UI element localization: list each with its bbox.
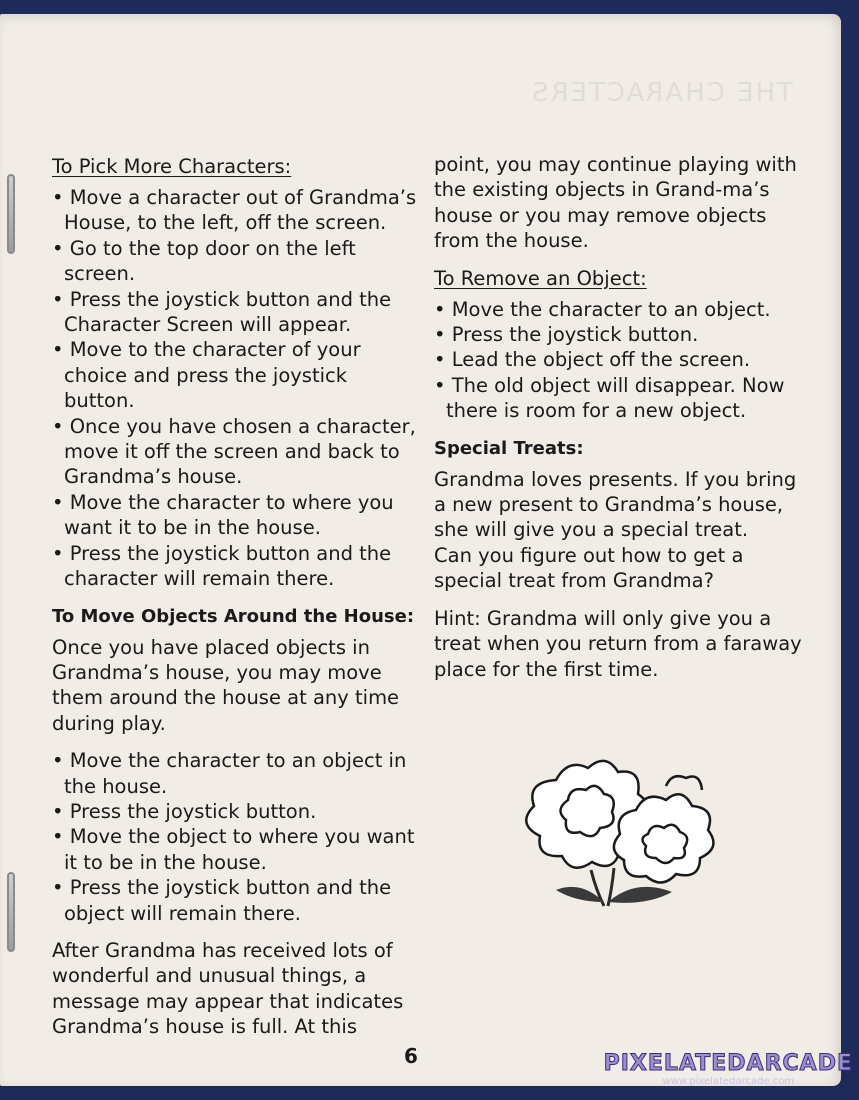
list-item: • Go to the top door on the left screen. — [52, 236, 422, 287]
list-item: • Press the joystick button and the Character Screen will appear. — [52, 287, 422, 338]
list-item: • Press the joystick button. — [434, 322, 804, 347]
move-objects-list — [52, 748, 422, 926]
list-item: • Move the character to where you want it to be in the house. — [52, 490, 422, 541]
hint-text: Hint: Grandma will only give you a treat when you return from a faraway place for the first time. — [434, 606, 802, 681]
move-objects-intro: Once you have placed objects in Grandma’s house, you may move them around the house at any time during play. — [52, 635, 400, 735]
list-item: • Move to the character of your choice and press the joystick button. — [52, 337, 422, 413]
left-column — [52, 154, 422, 1040]
manual-page — [0, 14, 841, 1086]
list-item: • The old object will disappear. Now there is room for a new object. — [434, 373, 804, 424]
list-item: • Press the joystick button. — [52, 799, 422, 824]
treats-question: Can you figure out how to get a special treat from Grandma? — [434, 543, 744, 593]
bleed-through-title: THE CHARACTERS — [530, 78, 793, 108]
house-full-text: After Grandma has received lots of wonderful and unusual things, a message may appear that indicates Grandma’s house is full. At this — [52, 938, 404, 1039]
list-item: • Lead the object off the screen. — [434, 347, 804, 372]
special-treats-heading: Special Treats: — [434, 437, 584, 459]
list-item: • Move the character to an object. — [434, 297, 804, 322]
treats-text: Grandma loves presents. If you bring a new present to Grandma’s house, she will give you a special treat. — [434, 467, 797, 542]
staple-top — [7, 174, 15, 254]
right-column — [434, 152, 804, 682]
pick-characters-list — [52, 185, 422, 592]
list-item: • Once you have chosen a character, move it off the screen and back to Grandma’s house. — [52, 414, 422, 490]
list-item: • Move a character out of Grandma’s House, to the left, off the screen. — [52, 185, 422, 236]
flowers-illustration — [496, 750, 732, 910]
remove-object-heading: To Remove an Object: — [434, 266, 647, 290]
staple-bottom — [7, 872, 15, 952]
remove-object-list — [434, 297, 804, 424]
list-item: • Move the character to an object in the house. — [52, 748, 422, 799]
list-item: • Press the joystick button and the object will remain there. — [52, 875, 422, 926]
watermark — [604, 1052, 853, 1088]
list-item: • Move the object to where you want it to be in the house. — [52, 824, 422, 875]
page-number: 6 — [404, 1044, 418, 1068]
watermark-url: www.pixelatedarcade.com — [662, 1076, 795, 1087]
watermark-brand: PIXELATEDARCADE — [603, 1051, 853, 1076]
pick-characters-heading: To Pick More Characters: — [52, 155, 292, 178]
continued-text: point, you may continue playing with the existing objects in Grand-ma’s house or you may remove objects from the house. — [434, 153, 797, 253]
list-item: • Press the joystick button and the character will remain there. — [52, 541, 422, 592]
move-objects-heading: To Move Objects Around the House: — [52, 605, 415, 627]
